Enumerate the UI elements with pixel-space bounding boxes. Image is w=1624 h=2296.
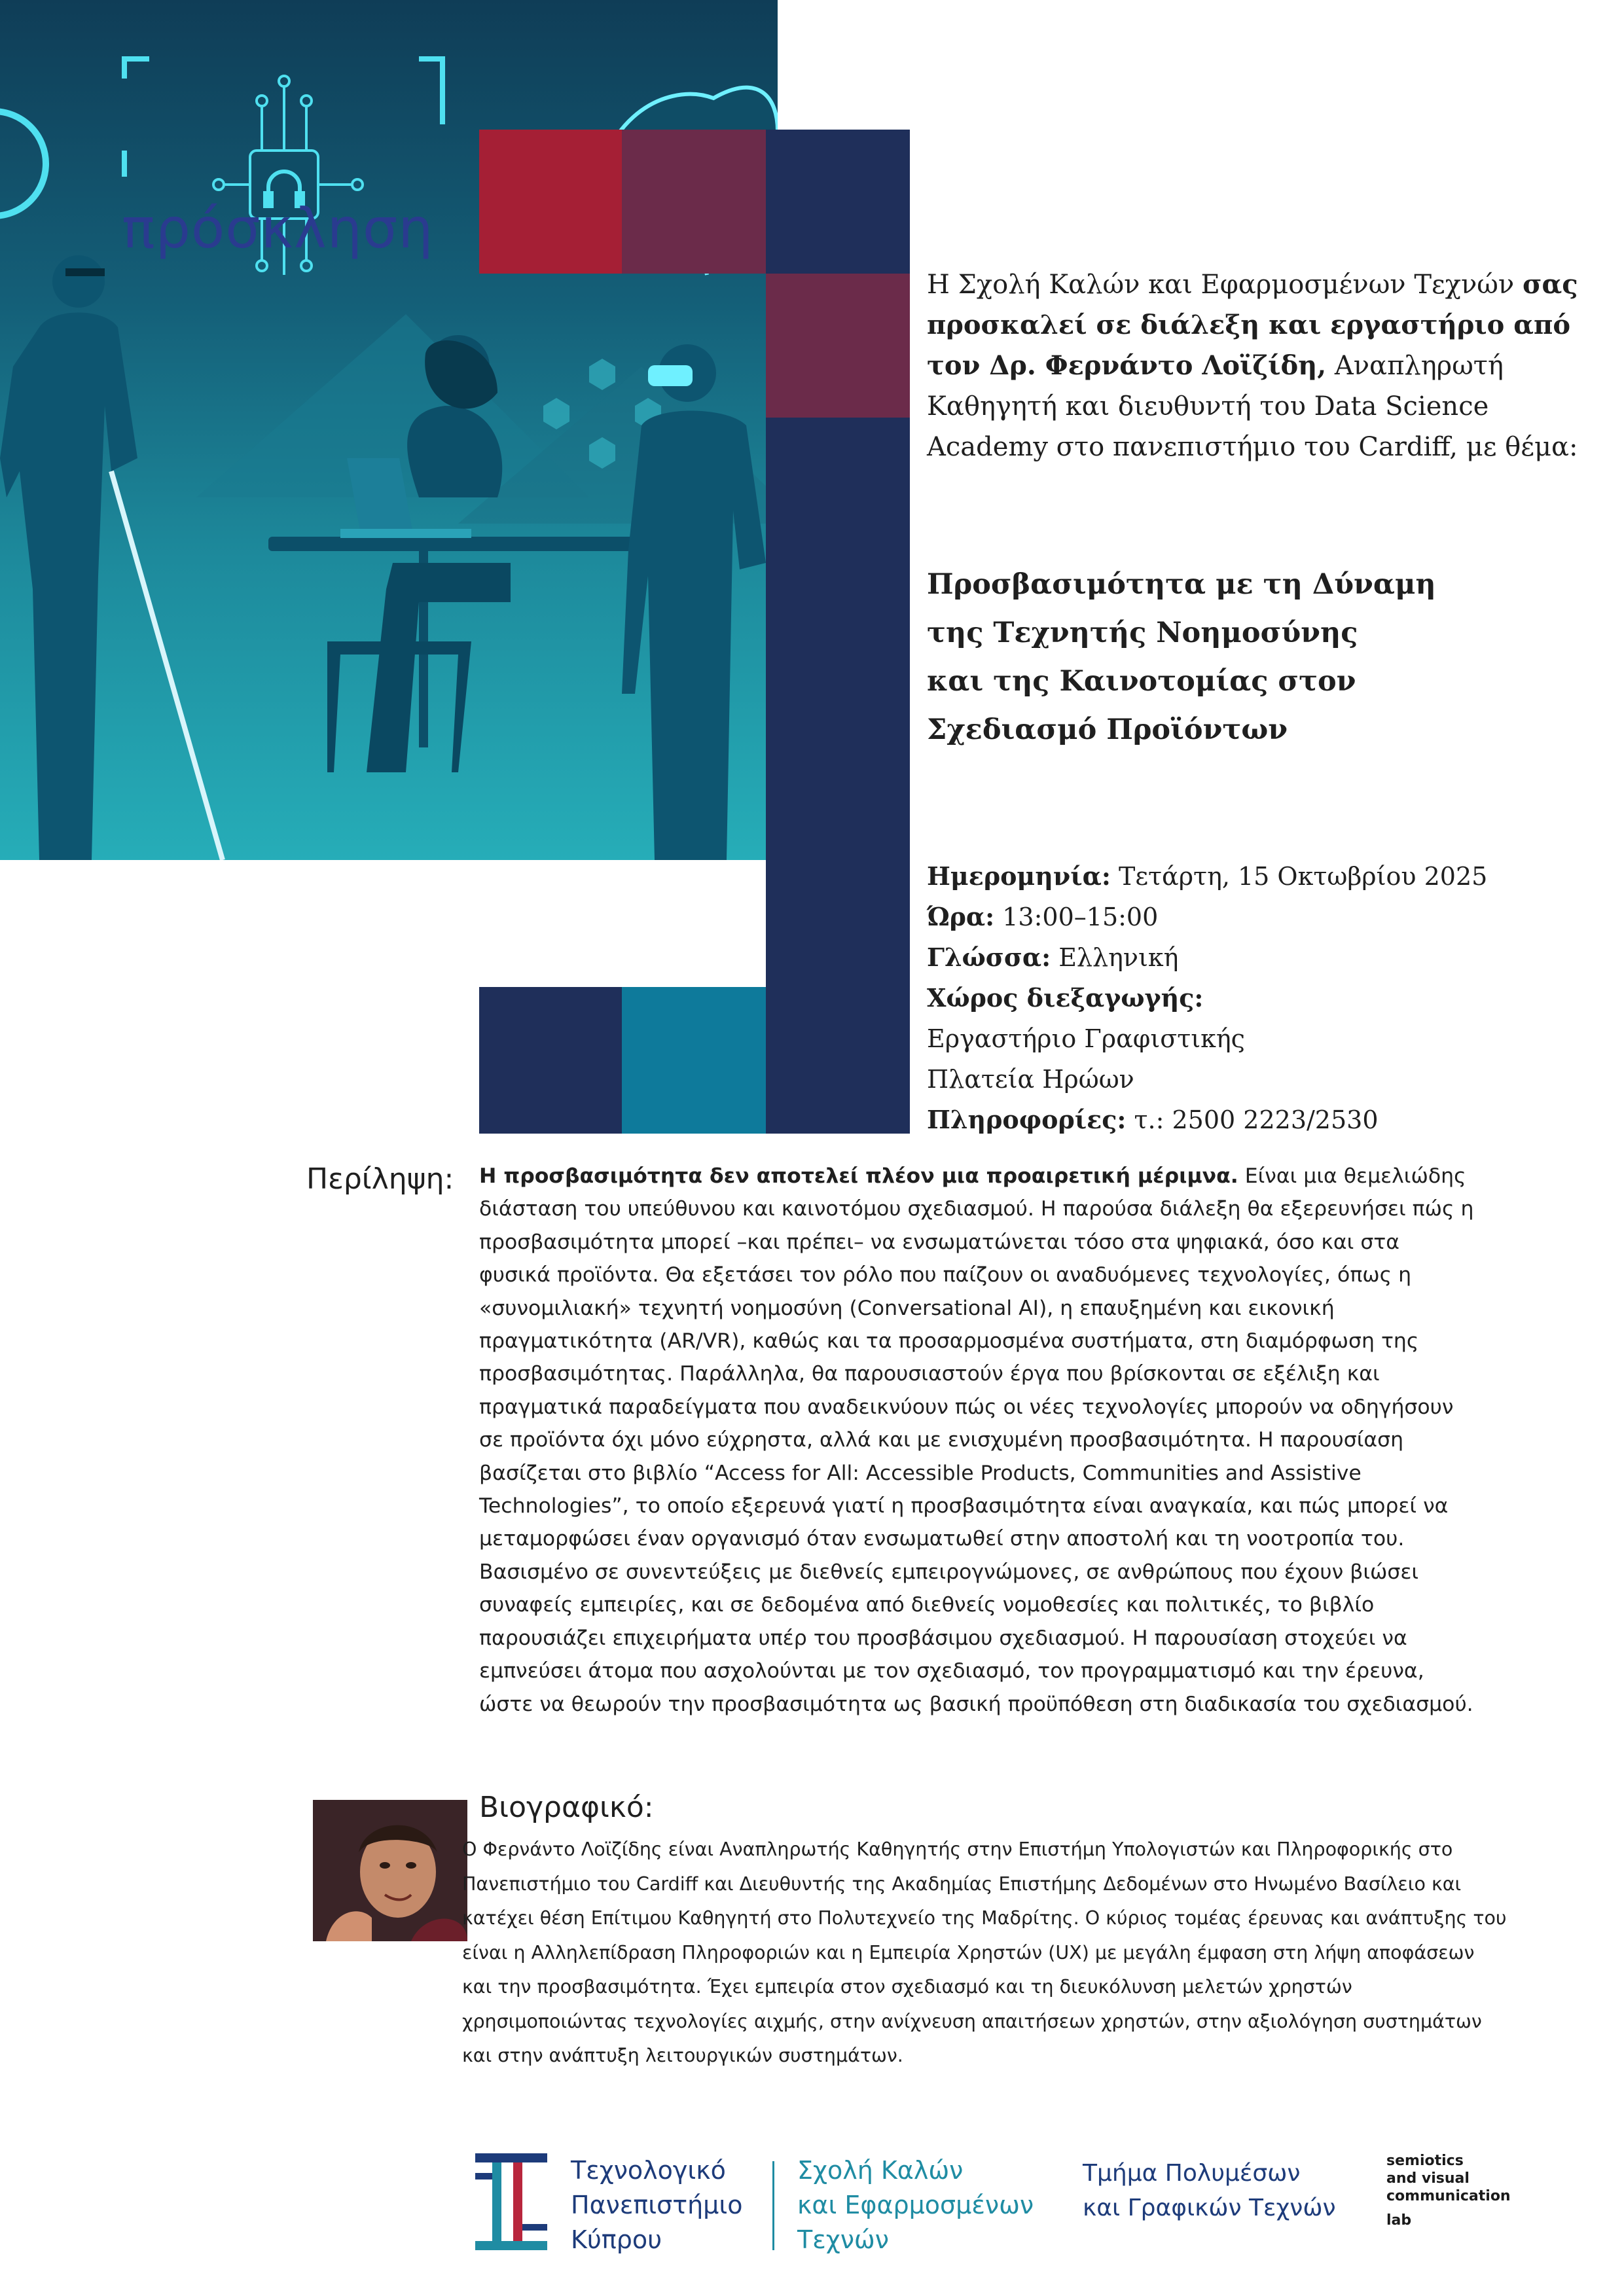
topic-line: της Τεχνητής Νοημοσύνης xyxy=(927,617,1358,649)
university-name-line: Τεχνολογικό xyxy=(571,2156,726,2185)
plum-block-right xyxy=(766,274,910,418)
lab-name-line: lab xyxy=(1386,2212,1412,2229)
university-name-line: Πανεπιστήμιο xyxy=(571,2191,743,2219)
date-value: Τετάρτη, 15 Οκτωβρίου 2025 xyxy=(1110,862,1488,891)
time-label: Ώρα: xyxy=(927,902,995,931)
navy-block-right xyxy=(766,418,910,987)
lecture-topic xyxy=(927,560,1568,754)
department-name-line: και Γραφικών Τεχνών xyxy=(1083,2195,1336,2221)
venue-line-1: Εργαστήριο Γραφιστικής xyxy=(927,1024,1245,1053)
faculty-name-line: Σχολή Καλών xyxy=(797,2156,964,2185)
university-name xyxy=(571,2153,742,2257)
faculty-name-line: και Εφαρμοσμένων xyxy=(797,2191,1034,2219)
crimson-block xyxy=(479,130,622,274)
language-row xyxy=(927,937,1568,978)
bio-heading: Βιογραφικό: xyxy=(479,1791,654,1824)
language-value: Ελληνική xyxy=(1051,943,1179,972)
language-label: Γλώσσα: xyxy=(927,942,1051,972)
navy-block-bottom-left xyxy=(479,987,622,1134)
intro-text-end: Αναπληρωτή Καθηγητή και διευθυντή του Data Science Academy στο πανεπιστήμιο του Cardiff, με θέμα: xyxy=(927,351,1578,462)
topic-line: Σχεδιασμό Προϊόντων xyxy=(927,713,1288,746)
plum-block-top xyxy=(622,130,766,274)
lab-name-line: communication xyxy=(1386,2188,1511,2204)
venue-label: Χώρος διεξαγωγής: xyxy=(927,983,1204,1013)
contact-value: τ.: 2500 2223/2530 xyxy=(1126,1105,1379,1134)
date-label: Ημερομηνία: xyxy=(927,861,1111,891)
intro-text-start: Η Σχολή Καλών και Εφαρμοσμένων Τεχνών xyxy=(927,270,1523,300)
contact-row xyxy=(927,1100,1568,1140)
topic-line: και της Καινοτομίας στον xyxy=(927,665,1356,698)
faculty-name-line: Τεχνών xyxy=(797,2225,889,2254)
venue-line-2: Πλατεία Ηρώων xyxy=(927,1065,1134,1094)
summary-body: Είναι μια θεμελιώδης διάσταση του υπεύθυνου και καινοτόμου σχεδιασμού. Η παρούσα διάλεξη θα εξερευνήσει πώς η προσβασιμότητα μπορεί –και πρέπει– να ενσωματώνεται τόσο στα ψηφιακά, όσο και στα φυσικά προϊόντα. Θα εξετάσει τον ρόλο που παίζουν οι αναδυόμενες τεχνολογίες, όπως η «συνομιλιακή» τεχνητή νοημοσύνη (Conversational AI), η επαυξημένη και εικονική πραγματικότητα (AR/VR), καθώς και τα προσαρμοσμένα συστήματα, στη διαμόρφωση της προσβασιμότητας. Παράλληλα, θα παρουσιαστούν έργα που βρίσκονται σε εξέλιξη και πραγματικά παραδείγματα που αναδεικνύουν πώς οι νέες τεχνολογίες μπορούν να οδηγήσουν σε προϊόντα όχι μόνο εύχρηστα, αλλά και με ενισχυμένη προσβασιμότητα. Η παρουσίαση βασίζεται στο βιβλίο “Access for All: Accessible Products, Communities and Assistive Technologies”, το οποίο εξερευνά γιατί η προσβασιμότητα είναι αναγκαία, και πώς μπορεί να μεταμορφώσει έναν οργανισμό όταν ενσωματωθεί στην αποστολή και τη νοοτροπία του. Βασισμένο σε συνεντεύξεις με διεθνείς εμπειρογνώμονες, σε ανθρώπους που έχουν βιώσει συναφείς εμπειρίες, και σε δεδομένα από διεθνείς νομοθεσίες και πολιτικές, το βιβλίο παρουσιάζει επιχειρήματα υπέρ του προσβάσιμου σχεδιασμού. Η παρουσίαση στοχεύει να εμπνεύσει άτομα που ασχολούνται με τον σχεδιασμό, τον προγραμματισμό και την έρευνα, ώστε να θεωρούν την προσβασιμότητα ως βασική προϋπόθεση στη διαδικασία του σχεδιασμού. xyxy=(479,1164,1474,1716)
summary-text xyxy=(479,1160,1474,1721)
university-logo-icon xyxy=(475,2153,547,2250)
navy-block-bottom-right xyxy=(766,987,910,1134)
department-name-line: Τμήμα Πολυμέσων xyxy=(1083,2160,1301,2187)
lab-name-line: and visual xyxy=(1386,2170,1470,2187)
page-title: πρόσκληση xyxy=(122,196,434,260)
venue-row xyxy=(927,978,1568,1018)
navy-block-top xyxy=(766,130,910,274)
lab-logo xyxy=(1386,2152,1511,2229)
summary-heading: Περίληψη: xyxy=(306,1162,454,1196)
speaker-photo xyxy=(313,1800,467,1941)
date-row xyxy=(927,856,1568,897)
bio-text: Ο Φερνάντο Λοϊζίδης είναι Αναπληρωτής Καθηγητής στην Επιστήμη Υπολογιστών και Πληροφορικής στο Πανεπιστήμιο του Cardiff και Διευθυντής της Ακαδημίας Επιστήμης Δεδομένων στο Ηνωμένο Βασίλειο και κατέχει θέση Επίτιμου Καθηγητή στο Πολυτεχνείο της Μαδρίτης. Ο κύριος τομέας έρευνας και ανάπτυξης του είναι η Αλληλεπίδραση Πληροφοριών και η Εμπειρία Χρηστών (UX) με μεγάλη έμφαση στη λήψη αποφάσεων και την προσβασιμότητα. Έχει εμπειρία στον σχεδιασμό και τη διευκόλυνση μελετών χρηστών χρησιμοποιώντας τεχνολογίες αιχμής, στην ανίχνευση απαιτήσεων χρηστών, στην αξιολόγηση συστημάτων και στην ανάπτυξη λειτουργικών συστημάτων. xyxy=(462,1839,1507,2066)
time-row xyxy=(927,897,1568,937)
topic-line: Προσβασιμότητα με τη Δύναμη xyxy=(927,568,1436,601)
time-value: 13:00–15:00 xyxy=(994,903,1159,931)
university-name-line: Κύπρου xyxy=(571,2225,662,2254)
lab-name-line: semiotics xyxy=(1386,2153,1464,2169)
event-info xyxy=(927,856,1568,1140)
footer-divider xyxy=(772,2161,774,2250)
teal-block-bottom xyxy=(622,987,766,1134)
department-name xyxy=(1083,2156,1336,2225)
summary-lead: Η προσβασιμότητα δεν αποτελεί πλέον μια προαιρετική μέριμνα. xyxy=(479,1164,1238,1188)
faculty-name xyxy=(797,2153,1034,2257)
intro-paragraph xyxy=(927,264,1581,467)
contact-label: Πληροφορίες: xyxy=(927,1105,1127,1134)
intro-text-bold: σας προσκαλεί σε διάλεξη και εργαστήριο από τον Δρ. Φερνάντο Λοϊζίδη, xyxy=(927,269,1578,381)
